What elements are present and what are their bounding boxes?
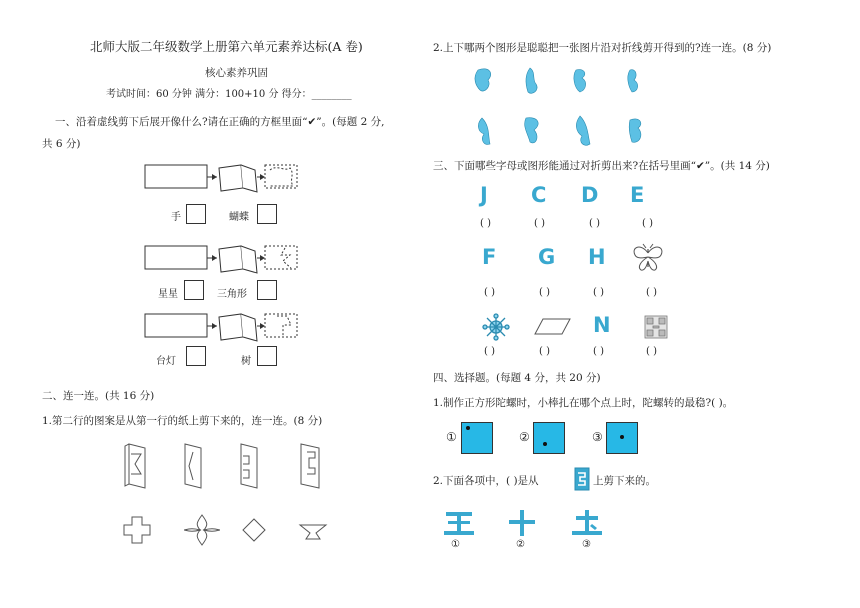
square-option-2[interactable] (533, 422, 565, 454)
point-marker (466, 426, 470, 430)
section4-q1: 1.制作正方形陀螺时，小棒扎在哪个点上时，陀螺转的最稳?( )。 (433, 397, 734, 409)
letter-c: C (531, 183, 547, 207)
letter-g: G (538, 245, 556, 269)
section4-q2-prefix: 2.下面各项中，( )是从 (433, 475, 539, 487)
answer-paren-butterfly[interactable]: ( ) (646, 287, 657, 298)
letter-f: F (482, 245, 497, 269)
answer-paren-c[interactable]: ( ) (534, 218, 545, 229)
option-label-star: 星星 (158, 289, 178, 300)
answer-paren-papercut[interactable]: ( ) (646, 346, 657, 357)
answer-paren-h[interactable]: ( ) (593, 287, 604, 298)
answer-paren-snowflake[interactable]: ( ) (484, 346, 495, 357)
q1-label-2: ② (519, 430, 530, 444)
answer-box-triangle[interactable] (257, 280, 277, 300)
square-option-3[interactable] (606, 422, 638, 454)
letter-n: N (593, 313, 611, 337)
section4-q2-suffix: 上剪下来的。 (593, 475, 656, 487)
option-label-lamp: 台灯 (156, 356, 176, 367)
exam-info: 考试时间：60 分钟 满分：100+10 分 得分：________ (106, 89, 352, 100)
q2-label-3: ③ (582, 539, 591, 550)
answer-paren-g[interactable]: ( ) (539, 287, 550, 298)
point-marker (620, 435, 624, 439)
q1-label-3: ③ (592, 430, 603, 444)
option-label-triangle: 三角形 (217, 289, 247, 300)
answer-paren-j[interactable]: ( ) (480, 218, 491, 229)
section4-heading: 四、选择题。(每题 4 分，共 20 分) (433, 372, 601, 384)
section2-q2: 2.上下哪两个图形是聪聪把一张图片沿对折线剪开得到的?连一连。(8 分) (433, 42, 772, 54)
option-label-butterfly: 蝴蝶 (229, 212, 249, 223)
option-label-hand: 手 (171, 212, 181, 223)
letter-h: H (588, 245, 606, 269)
page-title: 北师大版二年级数学上册第六单元素养达标(A 卷) (90, 39, 363, 54)
section3-heading: 三、下面哪些字母或图形能通过对折剪出来?在括号里画“✔”。(共 14 分) (433, 160, 770, 172)
option-label-tree: 树 (241, 356, 251, 367)
point-marker (543, 442, 547, 446)
letter-j: J (480, 183, 488, 207)
answer-paren-e[interactable]: ( ) (642, 218, 653, 229)
answer-paren-n[interactable]: ( ) (593, 346, 604, 357)
letter-e: E (630, 183, 645, 207)
section1-heading-cont: 共 6 分) (42, 138, 81, 150)
letter-d: D (581, 183, 599, 207)
page-subtitle: 核心素养巩固 (205, 67, 268, 79)
square-option-1[interactable] (461, 422, 493, 454)
answer-box-star[interactable] (184, 280, 204, 300)
q1-label-1: ① (446, 430, 457, 444)
q2-label-2: ② (516, 539, 525, 550)
answer-paren-parallelogram[interactable]: ( ) (539, 346, 550, 357)
section2-q1: 1.第二行的图案是从第一行的纸上剪下来的，连一连。(8 分) (42, 415, 323, 427)
answer-box-butterfly[interactable] (257, 204, 277, 224)
section1-heading: 一、沿着虚线剪下后展开像什么?请在正确的方框里面“✔”。(每题 2 分, (55, 116, 385, 128)
answer-paren-f[interactable]: ( ) (484, 287, 495, 298)
answer-box-hand[interactable] (186, 204, 206, 224)
answer-paren-d[interactable]: ( ) (589, 218, 600, 229)
answer-box-lamp[interactable] (186, 346, 206, 366)
section2-heading: 二、连一连。(共 16 分) (42, 390, 155, 402)
q2-label-1: ① (451, 539, 460, 550)
answer-box-tree[interactable] (257, 346, 277, 366)
